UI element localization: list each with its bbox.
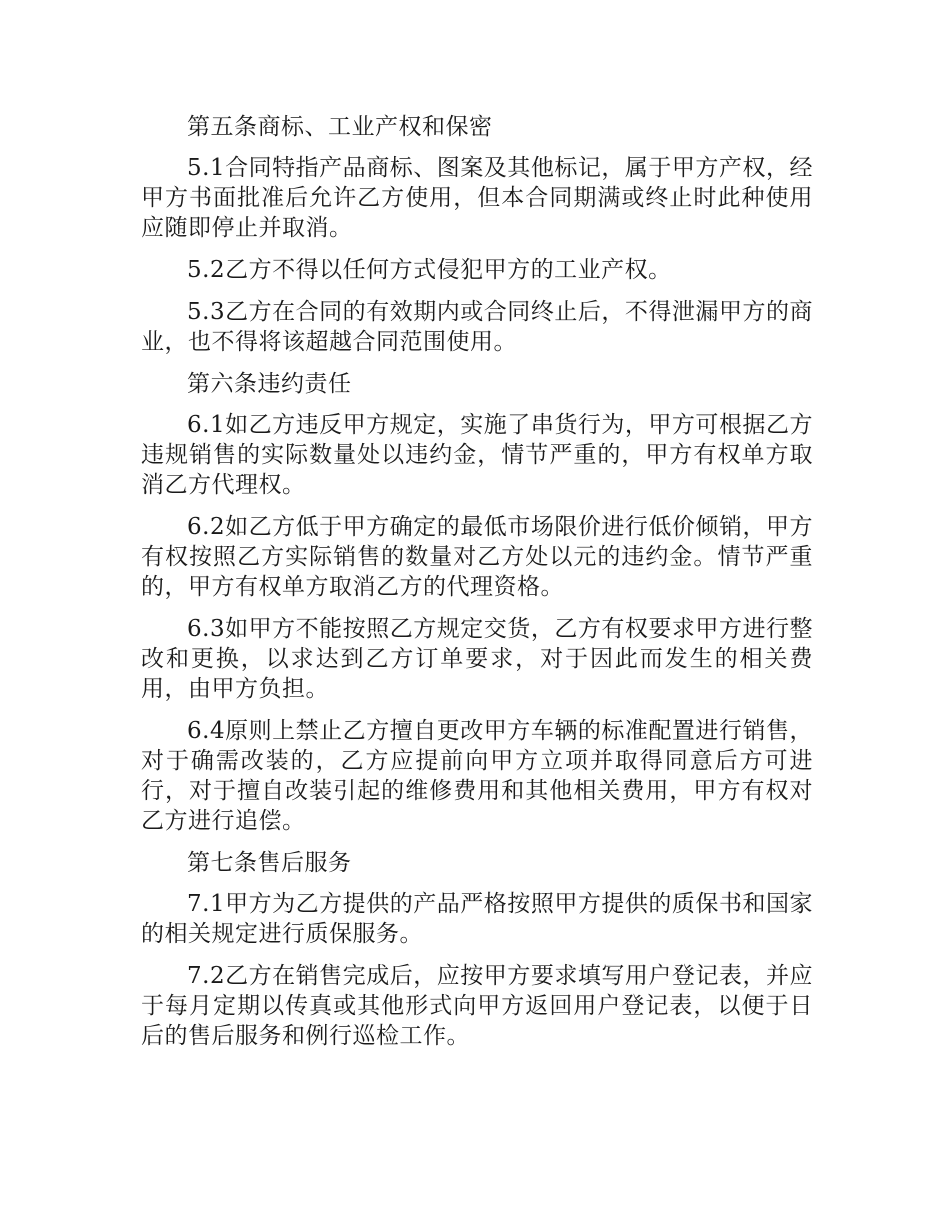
clause-7-1: 7.1甲方为乙方提供的产品严格按照甲方提供的质保书和国家的相关规定进行质保服务。 [141,891,813,947]
clause-5-1: 5.1合同特指产品商标、图案及其他标记，属于甲方产权，经甲方书面批准后允许乙方使用，但本合同期满或终止时此种使用应随即停止并取消。 [141,155,813,241]
section-heading-6: 第六条违约责任 [187,371,352,397]
document-page [141,112,813,1063]
clause-7-2: 7.2乙方在销售完成后，应按甲方要求填写用户登记表，并应于每月定期以传真或其他形式向甲方返回用户登记表，以便于日后的售后服务和例行巡检工作。 [141,963,813,1049]
clause-5-2: 5.2乙方不得以任何方式侵犯甲方的工业产权。 [187,257,672,283]
clause-6-3: 6.3如甲方不能按照乙方规定交货，乙方有权要求甲方进行整改和更换，以求达到乙方订单要求，对于因此而发生的相关费用，由甲方负担。 [141,616,813,702]
clause-6-2: 6.2如乙方低于甲方确定的最低市场限价进行低价倾销，甲方有权按照乙方实际销售的数量对乙方处以元的违约金。情节严重的，甲方有权单方取消乙方的代理资格。 [141,514,813,600]
clause-6-1: 6.1如乙方违反甲方规定，实施了串货行为，甲方可根据乙方违规销售的实际数量处以违约金，情节严重的，甲方有权单方取消乙方代理权。 [141,412,813,498]
clause-6-4: 6.4原则上禁止乙方擅自更改甲方车辆的标准配置进行销售，对于确需改装的，乙方应提前向甲方立项并取得同意后方可进行，对于擅自改装引起的维修费用和其他相关费用，甲方有权对乙方进行追偿。 [141,718,813,834]
section-heading-7: 第七条售后服务 [187,850,352,876]
section-heading-5: 第五条商标、工业产权和保密 [187,114,493,140]
clause-5-3: 5.3乙方在合同的有效期内或合同终止后，不得泄漏甲方的商业，也不得将该超越合同范围使用。 [141,299,813,355]
